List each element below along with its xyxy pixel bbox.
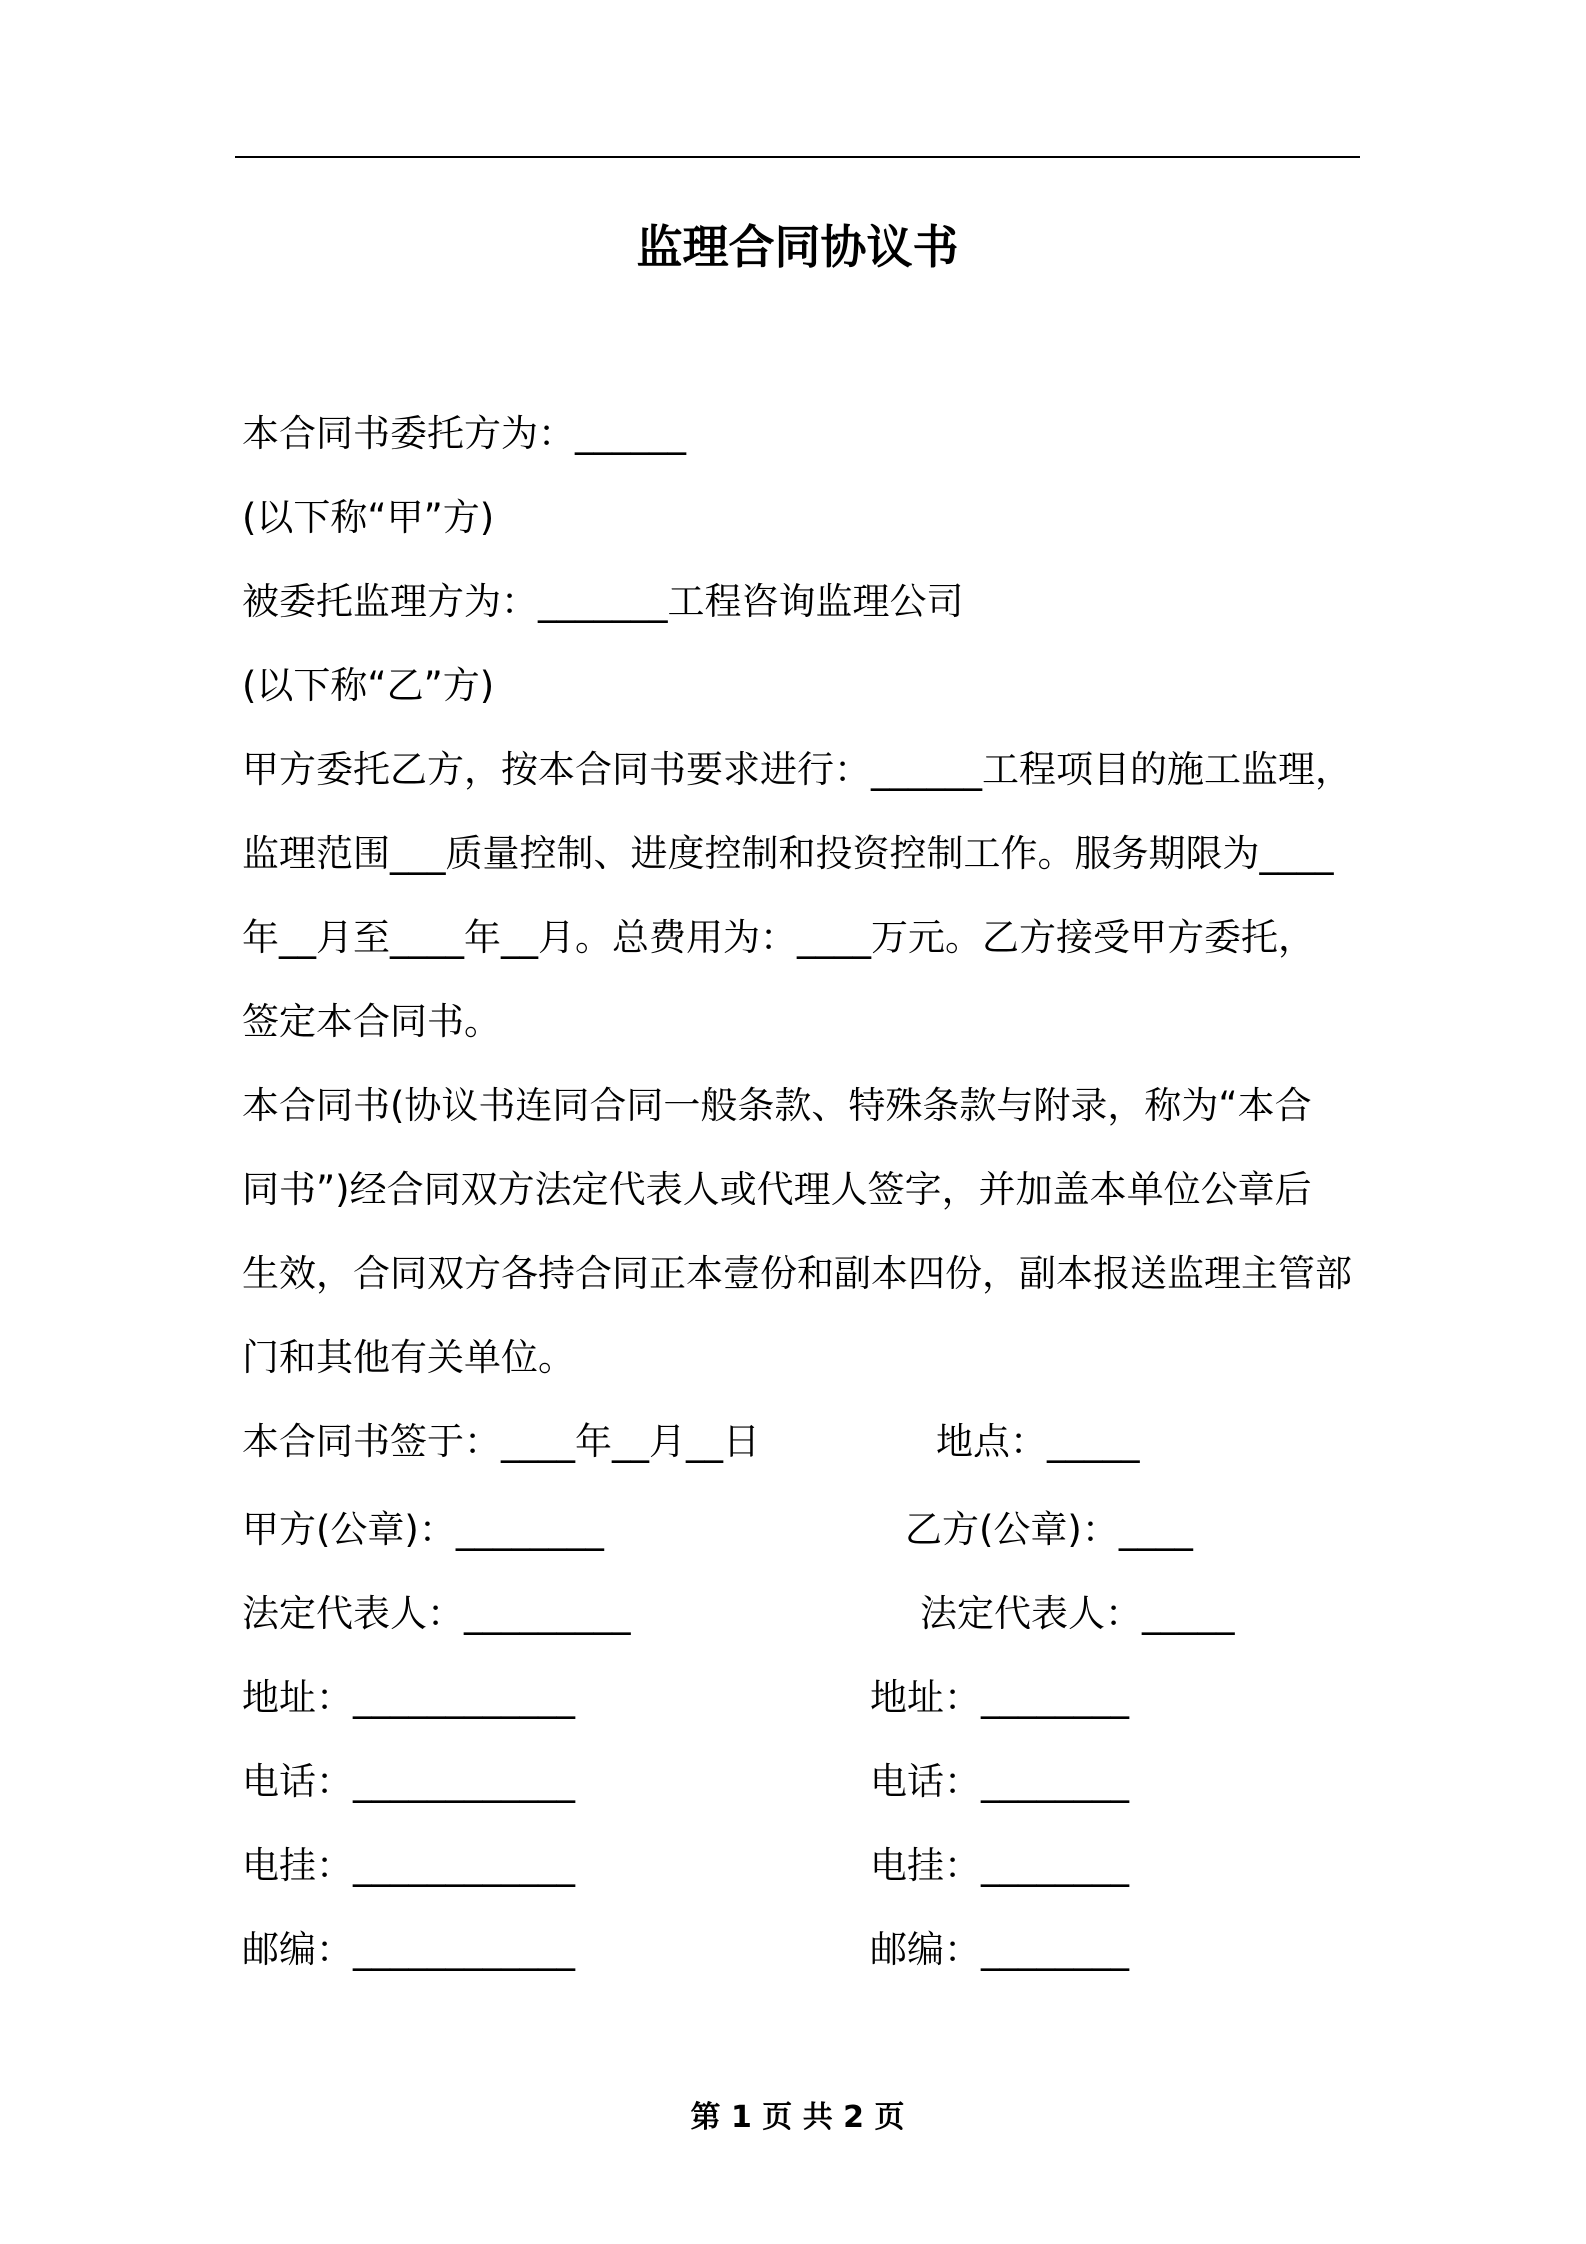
party-a-telegraph: 电挂：____________ bbox=[242, 1844, 575, 1887]
body-line: (以下称“甲”方) bbox=[242, 496, 495, 539]
body-line: (以下称“乙”方) bbox=[242, 664, 495, 707]
party-b-postcode: 邮编：________ bbox=[870, 1928, 1129, 1971]
party-a-postcode: 邮编：____________ bbox=[242, 1928, 575, 1971]
document-title: 监理合同协议书 bbox=[636, 220, 959, 274]
body-line: 被委托监理方为：_______工程咨询监理公司 bbox=[242, 580, 964, 623]
body-line: 本合同书(协议书连同合同一般条款、特殊条款与附录，称为“本合 bbox=[242, 1084, 1312, 1127]
party-b-address: 地址：________ bbox=[870, 1676, 1129, 1719]
header-rule bbox=[235, 156, 1360, 158]
party-a-address: 地址：____________ bbox=[242, 1676, 575, 1719]
party-b-telegraph: 电挂：________ bbox=[870, 1844, 1129, 1887]
party-a-seal: 甲方(公章)：________ bbox=[242, 1508, 604, 1551]
body-line: 门和其他有关单位。 bbox=[242, 1336, 575, 1379]
signing-date: 本合同书签于：____年__月__日 bbox=[242, 1420, 760, 1463]
body-line: 本合同书委托方为：______ bbox=[242, 412, 686, 455]
body-line: 生效，合同双方各持合同正本壹份和副本四份，副本报送监理主管部 bbox=[242, 1252, 1352, 1295]
body-line: 年__月至____年__月。总费用为：____万元。乙方接受甲方委托， bbox=[242, 916, 1315, 959]
page-number: 第 1 页 共 2 页 bbox=[690, 2100, 905, 2135]
signing-location: 地点：_____ bbox=[936, 1420, 1140, 1463]
party-b-seal: 乙方(公章)：____ bbox=[905, 1508, 1193, 1551]
body-line: 同书”)经合同双方法定代表人或代理人签字，并加盖本单位公章后 bbox=[242, 1168, 1312, 1211]
body-line: 监理范围___质量控制、进度控制和投资控制工作。服务期限为____ bbox=[242, 832, 1334, 875]
body-line: 签定本合同书。 bbox=[242, 1000, 501, 1043]
body-line: 甲方委托乙方，按本合同书要求进行：______工程项目的施工监理， bbox=[242, 748, 1352, 791]
party-b-legal-rep: 法定代表人：_____ bbox=[920, 1592, 1235, 1635]
party-a-phone: 电话：____________ bbox=[242, 1760, 575, 1803]
party-a-legal-rep: 法定代表人：_________ bbox=[242, 1592, 631, 1635]
party-b-phone: 电话：________ bbox=[870, 1760, 1129, 1803]
